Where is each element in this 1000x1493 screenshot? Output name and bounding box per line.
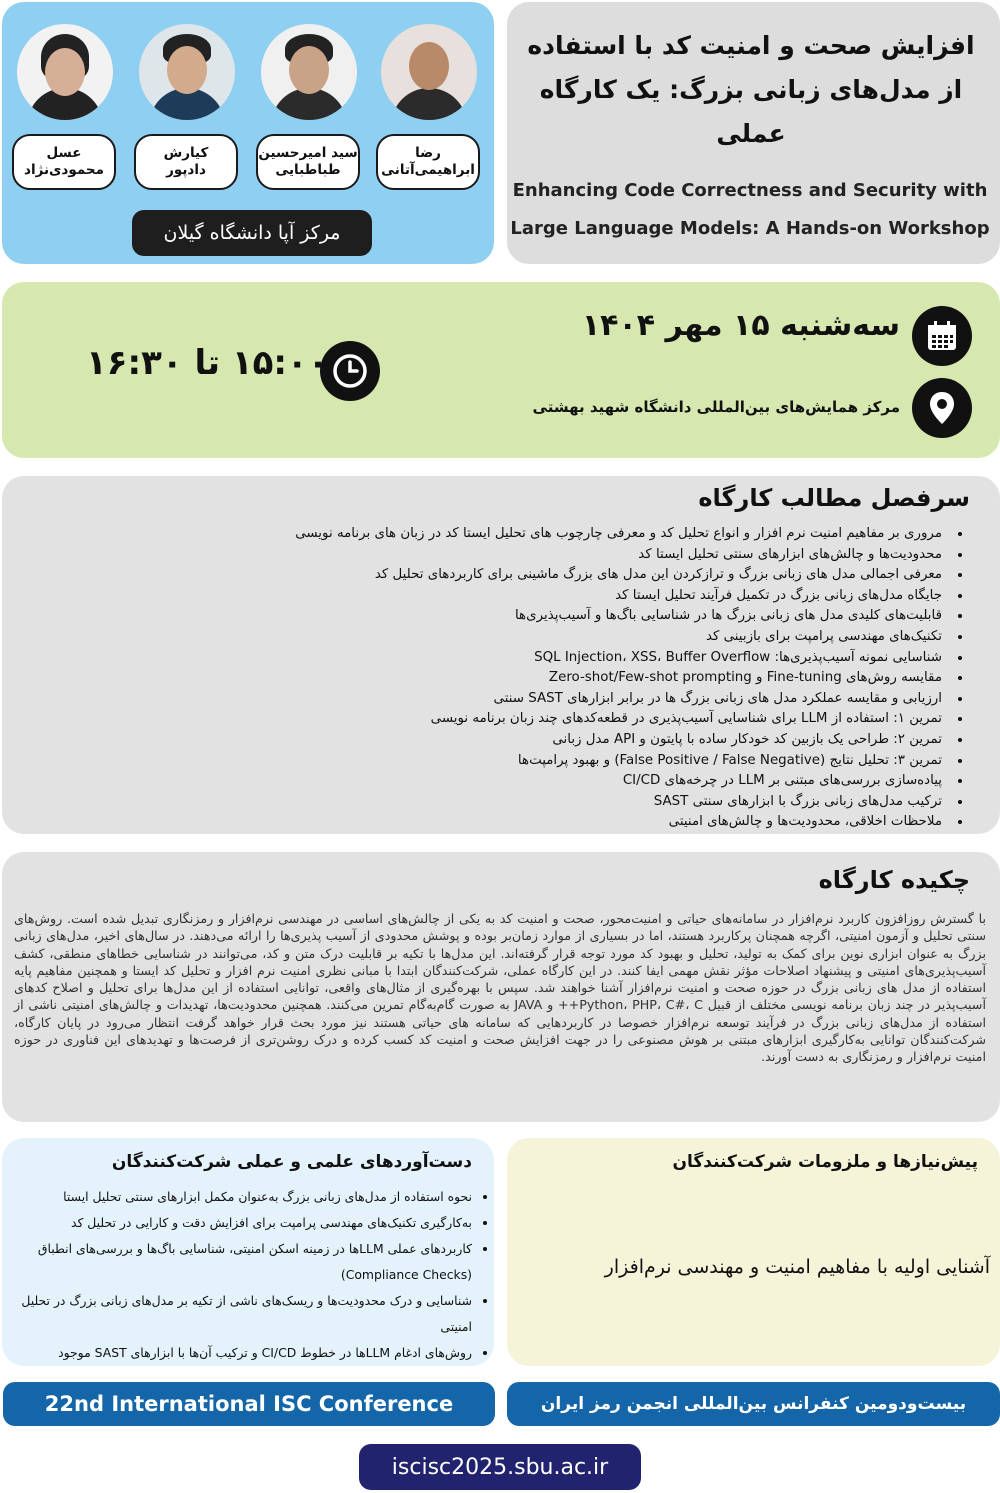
prerequisites-text: آشنایی اولیه با مفاهیم امنیت و مهندسی نرم‌افزار: [604, 1256, 990, 1278]
speaker-name: کیارش دادپور: [134, 134, 238, 190]
list-item: • پیاده‌سازی بررسی‌های مبتنی بر LLM در چرخه‌های CI/CD: [48, 771, 948, 792]
speaker-name: رضا ابراهیمی‌آتانی: [376, 134, 480, 190]
achievements-list: [2, 1184, 484, 1366]
list-item: • ملاحظات اخلاقی، محدودیت‌ها و چالش‌های امنیتی: [48, 812, 948, 833]
title-persian: افزایش صحت و امنیت کد با استفاده از مدل‌های زبانی بزرگ: یک کارگاه عملی: [527, 31, 975, 148]
title-english: Enhancing Code Correctness and Security with Large Language Models: A Hands-on Workshop: [510, 180, 990, 239]
speaker-card: [134, 24, 240, 190]
speaker-card: [256, 24, 362, 190]
prerequisites-title: پیش‌نیازها و ملزومات شرکت‌کنندگان: [672, 1152, 978, 1172]
website-link[interactable]: iscisc2025.sbu.ac.ir: [359, 1444, 641, 1490]
list-item: • شناسایی و درک محدودیت‌ها و ریسک‌های ناشی از تکیه بر مدل‌های زبانی بزرگ در تحلیل امنیتی: [2, 1288, 472, 1340]
list-item: • کاربردهای عملی LLMها در زمینه اسکن امنیتی، شناسایی باگ‌ها و بررسی‌های انطباق (Compliance Checks): [2, 1236, 472, 1288]
prerequisites-panel: [507, 1138, 1000, 1366]
event-date: سه‌شنبه ۱۵ مهر ۱۴۰۴: [581, 308, 900, 343]
list-item: • روش‌های ادغام LLMها در خطوط CI/CD و ترکیب آن‌ها با ابزارهای SAST موجود: [2, 1340, 472, 1366]
speakers-panel: [2, 2, 494, 264]
center-label: مرکز آپا دانشگاه گیلان: [132, 210, 372, 256]
abstract-title: چکیده کارگاه: [818, 866, 970, 894]
achievements-panel: [2, 1138, 494, 1366]
list-item: • تمرین ۳: تحلیل نتایج (False Positive / False Negative) و بهبود پرامپت‌ها: [48, 751, 948, 772]
speaker-photo: [17, 24, 113, 120]
speaker-photo: [139, 24, 235, 120]
list-item: • شناسایی نمونه آسیب‌پذیری‌ها: SQL Injection، XSS، Buffer Overflow: [48, 648, 948, 669]
syllabus-panel: [2, 476, 1000, 834]
syllabus-title: سرفصل مطالب کارگاه: [698, 484, 970, 512]
list-item: • مروری بر مفاهیم امنیت نرم افزار و انواع تحلیل کد و معرفی چارچوب های تحلیل ایستا کد در زبان های برنامه نویسی: [48, 524, 948, 545]
list-item: • مقایسه روش‌های Fine-tuning و Zero-shot/Few-shot prompting: [48, 668, 948, 689]
list-item: • محدودیت‌ها و چالش‌های ابزارهای سنتی تحلیل ایستا کد: [48, 545, 948, 566]
list-item: • تکنیک‌های مهندسی پرامپت برای بازبینی کد: [48, 627, 948, 648]
event-time: ۱۵:۰۰ تا ۱۶:۳۰: [86, 343, 329, 383]
abstract-text: با گسترش روزافزون کاربرد نرم‌افزار در سامانه‌های حیاتی و امنیت‌محور، صحت و امنیت کد به یکی از چالش‌های اساسی در مهندسی نرم‌افزار و رمزنگاری تبدیل شده است. روش‌های سنتی تحلیل و آزمون امنیتی، اگرچه همچنان پرکاربرد هستند، اما در بسیاری از موارد زمان‌بر بوده و پوشش محدودی از آسیب پذیری‌ها را ارائه می‌دهند. در سال‌های اخیر، مدل‌های زبانی بزرگ به عنوان ابزاری نوین برای کمک به تولید، تحلیل و بهبود کد مورد توجه قرار گرفته‌اند. این مدل‌ها با تکیه بر قابلیت درک متن و کد، می‌توانند در شناسایی خطاهای منطقی، کشف آسیب‌پذیری‌های امنیتی و پیشنهاد اصلاحات مؤثر نقش مهمی ایفا کنند. در این کارگاه عملی، شرکت‌کنندگان ابتدا با مبانی نظری امنیت نرم افزار و تحلیل کد ایستا و همچنین مفاهیم پایه استفاده از مدل های زبانی بزرگ در حوزه صحت و امنیت نرم‌افزار آشنا خواهند شد. سپس با بهره‌گیری از مثال‌های واقعی، توانایی استفاده از این مدل‌ها برای تحلیل و اصلاح کدهای آسیب‌پذیر در چند زبان برنامه نویسی مختلف از قبیل Python، PHP، C#، C++ و JAVA به صورت گام‌به‌گام تمرین می‌کنند. همچنین محدودیت‌ها، تهدیدات و چالش‌های امنیتی ناشی از استفاده از مدل‌های زبانی بزرگ در فرآیند توسعه نرم‌افزار خصوصا در کاربردهایی که سامانه های حیاتی هستند نیز مورد بحث قرار خواهد گرفت انتظار می‌رود در پایان کارگاه، شرکت‌کنندگان توانایی به‌کارگیری ابزارهای مبتنی بر هوش مصنوعی را در جهت افزایش صحت و امنیت کد کسب کرده و درک روشن‌تری از فرصت‌ها و تهدیدهای این فناوری در حوزه امنیت نرم‌افزار و رمزنگاری به دست آورند.: [14, 911, 986, 1065]
list-item: • قابلیت‌های کلیدی مدل های زبانی بزرگ ها در شناسایی باگ‌ها و آسیب‌پذیری‌ها: [48, 606, 948, 627]
event-location: مرکز همایش‌های بین‌المللی دانشگاه شهید بهشتی: [532, 398, 900, 416]
speaker-card: [376, 24, 482, 190]
title-panel: [507, 2, 1000, 264]
location-pin-icon: [912, 378, 972, 438]
list-item: • ترکیب مدل‌های زبانی بزرگ با ابزارهای سنتی SAST: [48, 792, 948, 813]
clock-icon: [320, 341, 380, 401]
speaker-name: عسل محمودی‌نژاد: [12, 134, 116, 190]
speaker-photo: [261, 24, 357, 120]
achievements-title: دست‌آوردهای علمی و عملی شرکت‌کنندگان: [111, 1152, 472, 1172]
speaker-name: سید امیرحسین طباطبایی: [256, 134, 360, 190]
speaker-photo: [381, 24, 477, 120]
list-item: • نحوه استفاده از مدل‌های زبانی بزرگ به‌عنوان مکمل ابزارهای سنتی تحلیل ایستا: [2, 1184, 472, 1210]
speaker-card: [12, 24, 118, 190]
conference-name-persian: بیست‌ودومین کنفرانس بین‌المللی انجمن رمز ایران: [507, 1382, 1000, 1426]
list-item: • ارزیابی و مقایسه عملکرد مدل های زبانی بزرگ ها در برابر ابزارهای SAST سنتی: [48, 689, 948, 710]
list-item: • تمرین ۱: استفاده از LLM برای شناسایی آسیب‌پذیری در قطعه‌کدهای چند زبان برنامه نویسی: [48, 709, 948, 730]
list-item: • به‌کارگیری تکنیک‌های مهندسی پرامپت برای افزایش دقت و کارایی در تحلیل کد: [2, 1210, 472, 1236]
list-item: • تمرین ۲: طراحی یک بازبین کد خودکار ساده با پایتون و API مدل زبانی: [48, 730, 948, 751]
conference-name-english: 22nd International ISC Conference: [3, 1382, 495, 1426]
list-item: • معرفی اجمالی مدل های زبانی بزرگ و ترازکردن این مدل های بزرگ ماشینی برای کاربردهای تحلیل کد: [48, 565, 948, 586]
calendar-icon: [912, 306, 972, 366]
syllabus-list: [48, 524, 970, 833]
list-item: • جایگاه مدل‌های زبانی بزرگ در تکمیل فرآیند تحلیل ایستا کد: [48, 586, 948, 607]
abstract-panel: [2, 852, 1000, 1122]
